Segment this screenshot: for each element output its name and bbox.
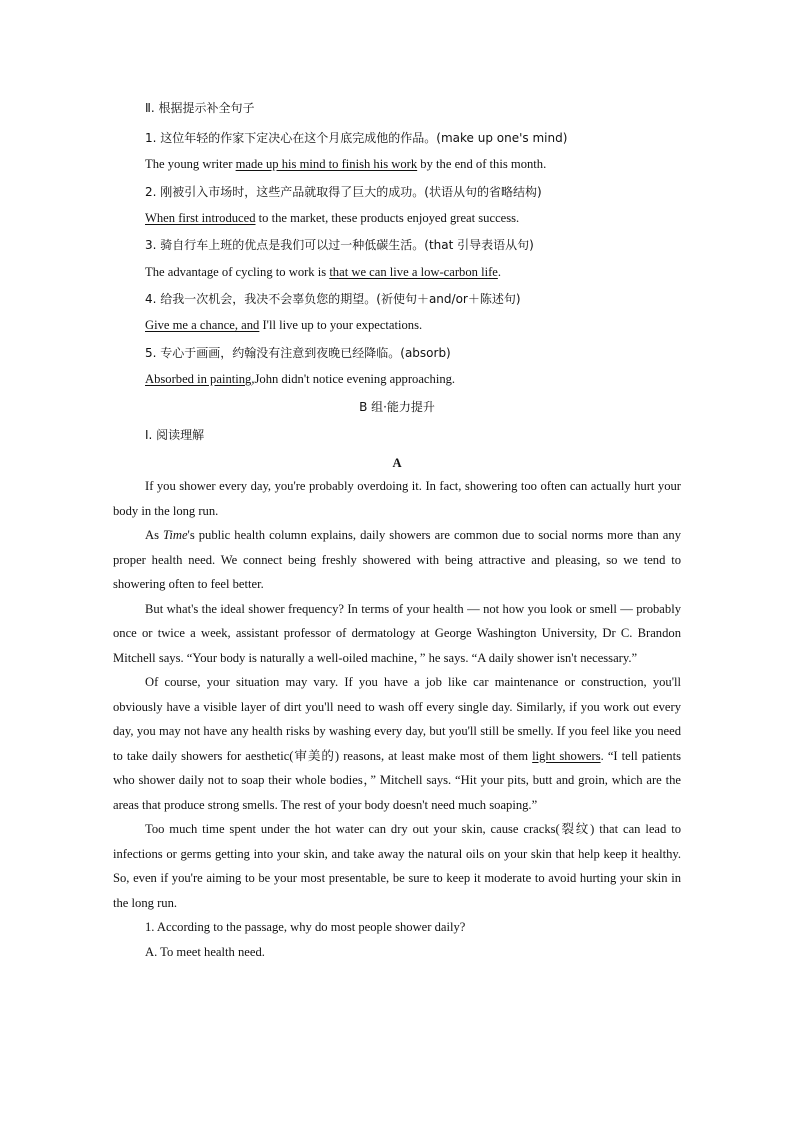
group-b-title: B 组·能力提升: [359, 400, 435, 414]
section-heading: Ⅱ. 根据提示补全句子: [145, 101, 255, 115]
reading-section-heading: Ⅰ. 阅读理解: [145, 428, 205, 442]
prompt-4-answer: Give me a chance, and I'll live up to your expectations.: [145, 318, 423, 332]
prompt-4-chinese: 4. 给我一次机会，我决不会辜负您的期望。(祈使句＋and/or＋陈述句): [145, 292, 521, 306]
prompt-5-answer: Absorbed in painting,John didn't notice evening approaching.: [145, 372, 456, 386]
prompt-3-chinese: 3. 骑自行车上班的优点是我们可以过一种低碳生活。(that 引导表语从句): [145, 238, 534, 252]
passage-paragraph-3: But what's the ideal shower frequency? In terms of your health — not how you look or smell — probably once or twice a week, assistant professor of dermatology at George Washington University, Dr C. Brandon Mitchell says. “Your body is naturally a well-oiled machine，” he says. “A daily shower isn't necessary.”: [113, 601, 681, 665]
answer-fill-3: that we can live a low-carbon life: [329, 265, 498, 279]
passage-paragraph-4: Of course, your situation may vary. If you have a job like car maintenance or construction, you'll obviously have a visible layer of dirt you'll need to wash off every single day. Similarly, if you work out every day, you may not have any health risks by washing every day, but you'll still be smelly. If you feel like you need to take daily showers for aesthetic(审美的) reasons, at least make most of them light showers. “I tell patients who shower daily not to soap their whole bodies，” Mitchell says. “Hit your pits, butt and groin, which are the areas that produce strong smells. The rest of your body doesn't need much soaping.”: [113, 675, 681, 812]
magazine-title: Time: [163, 528, 188, 542]
passage-letter: A: [392, 456, 402, 470]
question-1: 1. According to the passage, why do most people shower daily?: [145, 920, 466, 934]
prompt-1-answer: The young writer made up his mind to finish his work by the end of this month.: [145, 157, 547, 171]
answer-fill-1: made up his mind to finish his work: [235, 157, 418, 171]
passage-paragraph-2: As Time's public health column explains, daily showers are common due to social norms more than any proper health need. We connect being freshly showered with being attractive and pleasing, so we tend to showering often to feel better.: [113, 528, 681, 591]
underlined-phrase: light showers: [532, 748, 601, 763]
answer-fill-5: Absorbed in painting: [145, 372, 252, 386]
passage-paragraph-1: If you shower every day, you're probably overdoing it. In fact, showering too often can actually hurt your body in the long run.: [113, 479, 681, 518]
prompt-3-answer: The advantage of cycling to work is that we can live a low-carbon life.: [145, 265, 502, 279]
answer-fill-2: When first introduced: [145, 211, 256, 225]
passage-body: [113, 474, 681, 964]
prompt-1-chinese: 1. 这位年轻的作家下定决心在这个月底完成他的作品。(make up one's mind): [145, 131, 568, 145]
prompt-2-answer: When first introduced to the market, these products enjoyed great success.: [145, 211, 520, 225]
passage-paragraph-5: Too much time spent under the hot water can dry out your skin, cause cracks(裂纹) that can lead to infections or germs getting into your skin, and take away the natural oils on your skin that help keep it healthy. So, even if you're aiming to be your most presentable, be sure to keep it moderate to avoid hurting your skin in the long run.: [113, 822, 681, 910]
prompt-5-chinese: 5. 专心于画画，约翰没有注意到夜晚已经降临。(absorb): [145, 346, 451, 360]
prompt-2-chinese: 2. 刚被引入市场时，这些产品就取得了巨大的成功。(状语从句的省略结构): [145, 185, 542, 199]
answer-fill-4: Give me a chance, and: [145, 318, 260, 332]
question-1-option-a: A. To meet health need.: [145, 944, 265, 959]
